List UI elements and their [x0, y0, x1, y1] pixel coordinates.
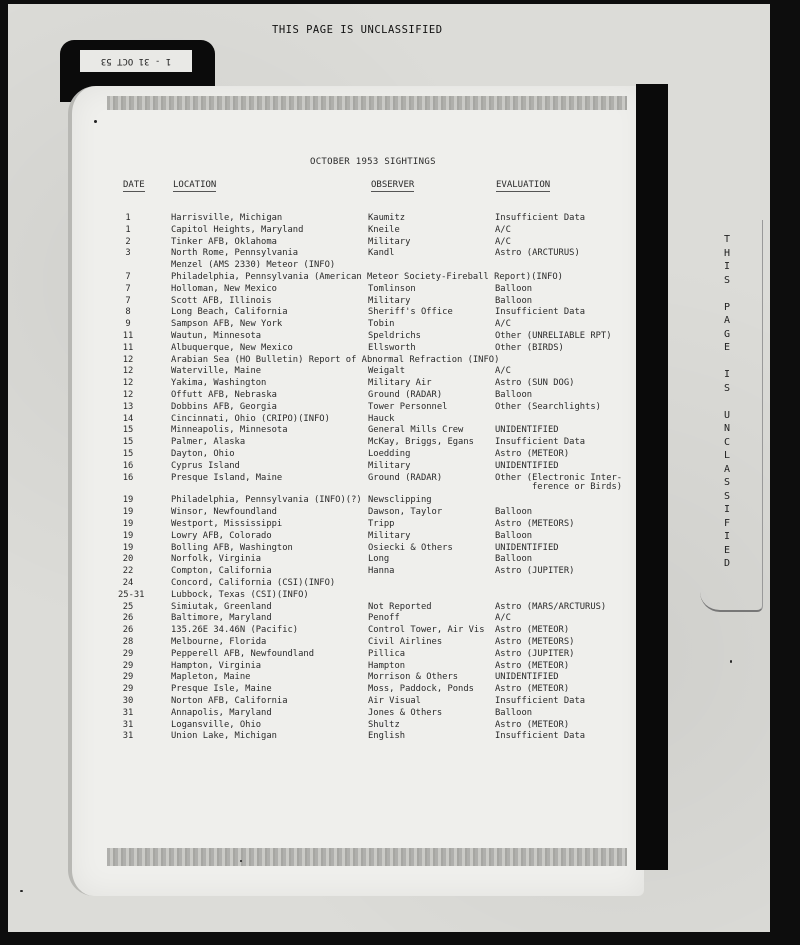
cell-date: 19	[122, 542, 134, 553]
cell-evaluation: Balloon	[495, 295, 533, 306]
cell-location: Arabian Sea (HO Bulletin) Report of Abnormal Refraction (INFO)	[171, 354, 500, 365]
side-banner-letter: S	[723, 477, 731, 488]
cell-observer: General Mills Crew	[368, 425, 464, 436]
side-banner-letter: S	[723, 274, 731, 286]
cell-date: 12	[122, 390, 134, 400]
classification-banner-side	[721, 233, 733, 571]
cell-date: 31	[122, 731, 134, 742]
cell-date: 25	[122, 601, 134, 612]
cell-evaluation: Astro (MARS/ARCTURUS)	[495, 601, 607, 612]
cell-evaluation: Astro (METEOR)	[495, 719, 570, 730]
cell-observer: Tripp	[368, 519, 395, 529]
side-banner-letter: I	[723, 369, 731, 380]
cell-date: 16	[122, 472, 134, 483]
cell-date: 31	[122, 719, 134, 730]
cell-observer: Military	[368, 236, 411, 247]
cell-evaluation: Other (Searchlights)	[495, 401, 601, 412]
cell-location: Simiutak, Greenland	[171, 601, 272, 612]
cell-date: 15	[122, 449, 134, 459]
cell-date: 2	[125, 236, 131, 247]
cell-observer: Tobin	[368, 319, 395, 330]
cell-evaluation: Astro (METEOR)	[495, 625, 570, 636]
cell-location: Dayton, Ohio	[171, 449, 235, 459]
cell-date: 15	[122, 425, 134, 436]
cell-location: Palmer, Alaska	[171, 437, 246, 448]
cell-evaluation: Insufficient Data	[495, 213, 586, 223]
cell-evaluation: Balloon	[495, 283, 533, 294]
side-banner-letter: D	[723, 558, 731, 569]
cell-date: 9	[125, 319, 131, 330]
cell-observer: Ground (RADAR)	[368, 472, 443, 483]
cell-date: 12	[122, 354, 134, 365]
cell-location: Westport, Mississippi	[171, 519, 283, 529]
speck	[94, 120, 97, 123]
cell-observer: Newsclipping	[368, 495, 432, 506]
cell-observer: Sheriff's Office	[368, 307, 453, 318]
cell-observer: Military Air	[368, 378, 432, 389]
cell-observer: Air Visual	[368, 696, 421, 706]
cell-location: Annapolis, Maryland	[171, 707, 272, 718]
cell-location: Mapleton, Maine	[171, 672, 251, 683]
cell-date: 11	[122, 342, 134, 353]
side-banner-letter: S	[723, 490, 731, 502]
cell-observer: Loedding	[368, 449, 411, 459]
cell-observer: Hanna	[368, 566, 395, 577]
cell-observer: Shultz	[368, 719, 400, 730]
cell-evaluation: A/C	[495, 224, 511, 235]
cell-location: Compton, California	[171, 566, 272, 577]
cell-evaluation: Insufficient Data	[495, 696, 586, 706]
cell-observer: Hampton	[368, 660, 406, 671]
side-banner-letter: E	[723, 544, 731, 556]
cell-evaluation: A/C	[495, 236, 511, 247]
header-observer: OBSERVER	[371, 180, 415, 190]
cell-observer: Control Tower, Air Vis	[368, 625, 485, 636]
cell-evaluation: Astro (JUPITER)	[495, 648, 575, 659]
cell-location: Norton AFB, California	[171, 696, 288, 706]
cell-location: Minneapolis, Minnesota	[171, 425, 288, 436]
side-banner-letter: T	[723, 234, 731, 245]
cell-evaluation: Balloon	[495, 390, 533, 400]
cell-observer: English	[368, 731, 406, 742]
side-banner-letter: L	[723, 450, 731, 461]
cell-location: Baltimore, Maryland	[171, 613, 272, 624]
cell-date: 3	[125, 248, 131, 259]
speck	[20, 890, 23, 892]
cell-evaluation: Astro (SUN DOG)	[495, 378, 575, 389]
cell-location: Bolling AFB, Washington	[171, 542, 293, 553]
cell-observer: Not Reported	[368, 601, 432, 612]
cell-location: Concord, California (CSI)(INFO)	[171, 578, 336, 588]
side-banner-letter: H	[723, 247, 731, 259]
cell-evaluation: Astro (METEOR)	[495, 684, 570, 695]
cell-date: 19	[122, 495, 134, 506]
card-bottom-band	[107, 848, 627, 866]
cell-date: 1	[125, 213, 131, 223]
cell-location: Wautun, Minnesota	[171, 331, 262, 341]
side-banner-letter: I	[723, 531, 731, 542]
cell-evaluation: Astro (JUPITER)	[495, 566, 575, 577]
cell-location: Scott AFB, Illinois	[171, 295, 272, 306]
cell-location: Norfolk, Virginia	[171, 554, 262, 565]
cell-location: Menzel (AMS 2330) Meteor (INFO)	[171, 260, 336, 271]
cell-evaluation: A/C	[495, 613, 511, 624]
side-banner-letter: A	[723, 463, 731, 475]
cell-date: 30	[122, 696, 134, 706]
cell-observer: McKay, Briggs, Egans	[368, 437, 474, 448]
cell-observer: Weigalt	[368, 366, 406, 377]
cell-observer: Kaumitz	[368, 213, 406, 223]
cell-evaluation: Astro (METEOR)	[495, 449, 570, 459]
cell-location: Dobbins AFB, Georgia	[171, 401, 277, 412]
cell-observer: Civil Airlines	[368, 637, 443, 647]
cell-date: 15	[122, 437, 134, 448]
cell-date: 13	[122, 401, 134, 412]
cell-evaluation: UNIDENTIFIED	[495, 542, 559, 553]
cell-date: 1	[125, 224, 131, 235]
header-location: LOCATION	[173, 180, 217, 190]
evaluation-continuation: ference or Birds)	[532, 482, 623, 492]
cell-date: 16	[122, 460, 134, 471]
page-title: OCTOBER 1953 SIGHTINGS	[310, 157, 436, 167]
cell-date: 26	[122, 613, 134, 624]
cell-observer: Military	[368, 530, 411, 541]
cell-date: 25-31	[118, 589, 145, 600]
cell-location: Presque Island, Maine	[171, 472, 283, 483]
cell-date: 19	[122, 507, 134, 518]
cell-observer: Penoff	[368, 613, 400, 624]
cell-evaluation: Insufficient Data	[495, 731, 586, 742]
folder-tab-label: 1 - 31 OCT 53	[80, 50, 192, 72]
classification-banner-top: THIS PAGE IS UNCLASSIFIED	[272, 24, 443, 36]
cell-date: 14	[122, 413, 134, 424]
cell-observer: Tower Personnel	[368, 401, 448, 412]
cell-observer: Morrison & Others	[368, 672, 459, 683]
cell-location: Albuquerque, New Mexico	[171, 342, 293, 353]
cell-date: 8	[125, 307, 131, 318]
cell-evaluation: UNIDENTIFIED	[495, 425, 559, 436]
cell-date: 11	[122, 331, 134, 341]
cell-location: North Rome, Pennsylvania	[171, 248, 299, 259]
cell-date: 7	[125, 283, 131, 294]
cell-location: Harrisville, Michigan	[171, 213, 283, 223]
cell-location: Hampton, Virginia	[171, 660, 262, 671]
cell-date: 20	[122, 554, 134, 565]
side-banner-letter: I	[723, 504, 731, 515]
cell-evaluation: Balloon	[495, 707, 533, 718]
side-banner-letter: I	[723, 261, 731, 272]
side-banner-letter: S	[723, 382, 731, 394]
header-date: DATE	[123, 180, 145, 190]
side-banner-letter: E	[723, 342, 731, 353]
cell-observer: Military	[368, 295, 411, 306]
cell-evaluation: UNIDENTIFIED	[495, 460, 559, 471]
cell-observer: Military	[368, 460, 411, 471]
cell-date: 12	[122, 366, 134, 377]
cell-date: 19	[122, 530, 134, 541]
cell-observer: Ground (RADAR)	[368, 390, 443, 400]
cell-observer: Osiecki & Others	[368, 542, 453, 553]
cell-location: 135.26E 34.46N (Pacific)	[171, 625, 299, 636]
cell-observer: Hauck	[368, 413, 395, 424]
speck	[730, 660, 732, 663]
cell-evaluation: Astro (METEORS)	[495, 519, 575, 529]
cell-date: 26	[122, 625, 134, 636]
cell-location: Waterville, Maine	[171, 366, 262, 377]
cell-evaluation: Other (BIRDS)	[495, 342, 564, 353]
cell-date: 12	[122, 378, 134, 389]
cell-evaluation: Astro (ARCTURUS)	[495, 248, 580, 259]
cell-date: 28	[122, 637, 134, 647]
card-edge-shadow	[636, 84, 668, 870]
side-banner-letter: N	[723, 423, 731, 434]
side-banner-letter: U	[723, 409, 731, 421]
cell-observer: Moss, Paddock, Ponds	[368, 684, 474, 695]
side-banner-gap	[721, 287, 733, 301]
cell-location: Melbourne, Florida	[171, 637, 267, 647]
cell-observer: Ellsworth	[368, 342, 416, 353]
side-banner-gap	[721, 355, 733, 369]
cell-location: Presque Isle, Maine	[171, 684, 272, 695]
cell-location: Lubbock, Texas (CSI)(INFO)	[171, 589, 309, 600]
side-banner-letter: C	[723, 436, 731, 448]
side-banner-letter: P	[723, 301, 731, 313]
side-banner-letter: G	[723, 328, 731, 340]
cell-location: Capitol Heights, Maryland	[171, 224, 304, 235]
cell-observer: Long	[368, 554, 390, 565]
cell-date: 7	[125, 295, 131, 306]
cell-date: 22	[122, 566, 134, 577]
cell-date: 7	[125, 272, 131, 282]
cell-date: 29	[122, 660, 134, 671]
cell-location: Cyprus Island	[171, 460, 240, 471]
cell-evaluation: Astro (METEOR)	[495, 660, 570, 671]
speck	[240, 860, 242, 862]
cell-location: Yakima, Washington	[171, 378, 267, 389]
cell-evaluation: Other (UNRELIABLE RPT)	[495, 331, 612, 341]
cell-location: Lowry AFB, Colorado	[171, 530, 272, 541]
cell-evaluation: Insufficient Data	[495, 307, 586, 318]
cell-location: Logansville, Ohio	[171, 719, 262, 730]
cell-date: 24	[122, 578, 134, 588]
cell-location: Pepperell AFB, Newfoundland	[171, 648, 314, 659]
cell-location: Philadelphia, Pennsylvania (INFO)(?)	[171, 495, 362, 506]
cell-location: Cincinnati, Ohio (CRIPO)(INFO)	[171, 413, 330, 424]
cell-date: 19	[122, 519, 134, 529]
cell-evaluation: Insufficient Data	[495, 437, 586, 448]
cell-evaluation: Balloon	[495, 554, 533, 565]
cell-date: 29	[122, 648, 134, 659]
cell-observer: Jones & Others	[368, 707, 443, 718]
cell-date: 31	[122, 707, 134, 718]
cell-evaluation: Other (Electronic Inter-	[495, 472, 623, 483]
cell-date: 29	[122, 684, 134, 695]
cell-date: 29	[122, 672, 134, 683]
cell-evaluation: Astro (METEORS)	[495, 637, 575, 647]
side-banner-letter: F	[723, 517, 731, 529]
card-top-band	[107, 96, 627, 110]
cell-location: Long Beach, California	[171, 307, 288, 318]
side-banner-gap	[721, 395, 733, 409]
cell-location: Union Lake, Michigan	[171, 731, 277, 742]
cell-observer: Pillica	[368, 648, 406, 659]
cell-evaluation: Balloon	[495, 507, 533, 518]
cell-evaluation: UNIDENTIFIED	[495, 672, 559, 683]
cell-location: Offutt AFB, Nebraska	[171, 390, 277, 400]
cell-location: Philadelphia, Pennsylvania (American Meteor Society-Fireball Report)(INFO)	[171, 272, 563, 282]
cell-location: Tinker AFB, Oklahoma	[171, 236, 277, 247]
side-banner-letter: A	[723, 315, 731, 326]
cell-observer: Kandl	[368, 248, 395, 259]
cell-location: Winsor, Newfoundland	[171, 507, 277, 518]
cell-observer: Kneile	[368, 224, 400, 235]
header-evaluation: EVALUATION	[496, 180, 551, 190]
cell-observer: Tomlinson	[368, 283, 416, 294]
cell-location: Sampson AFB, New York	[171, 319, 283, 330]
cell-evaluation: A/C	[495, 366, 511, 377]
cell-evaluation: A/C	[495, 319, 511, 330]
cell-observer: Dawson, Taylor	[368, 507, 443, 518]
cell-evaluation: Balloon	[495, 530, 533, 541]
cell-location: Holloman, New Mexico	[171, 283, 277, 294]
cell-observer: Speldrichs	[368, 331, 421, 341]
